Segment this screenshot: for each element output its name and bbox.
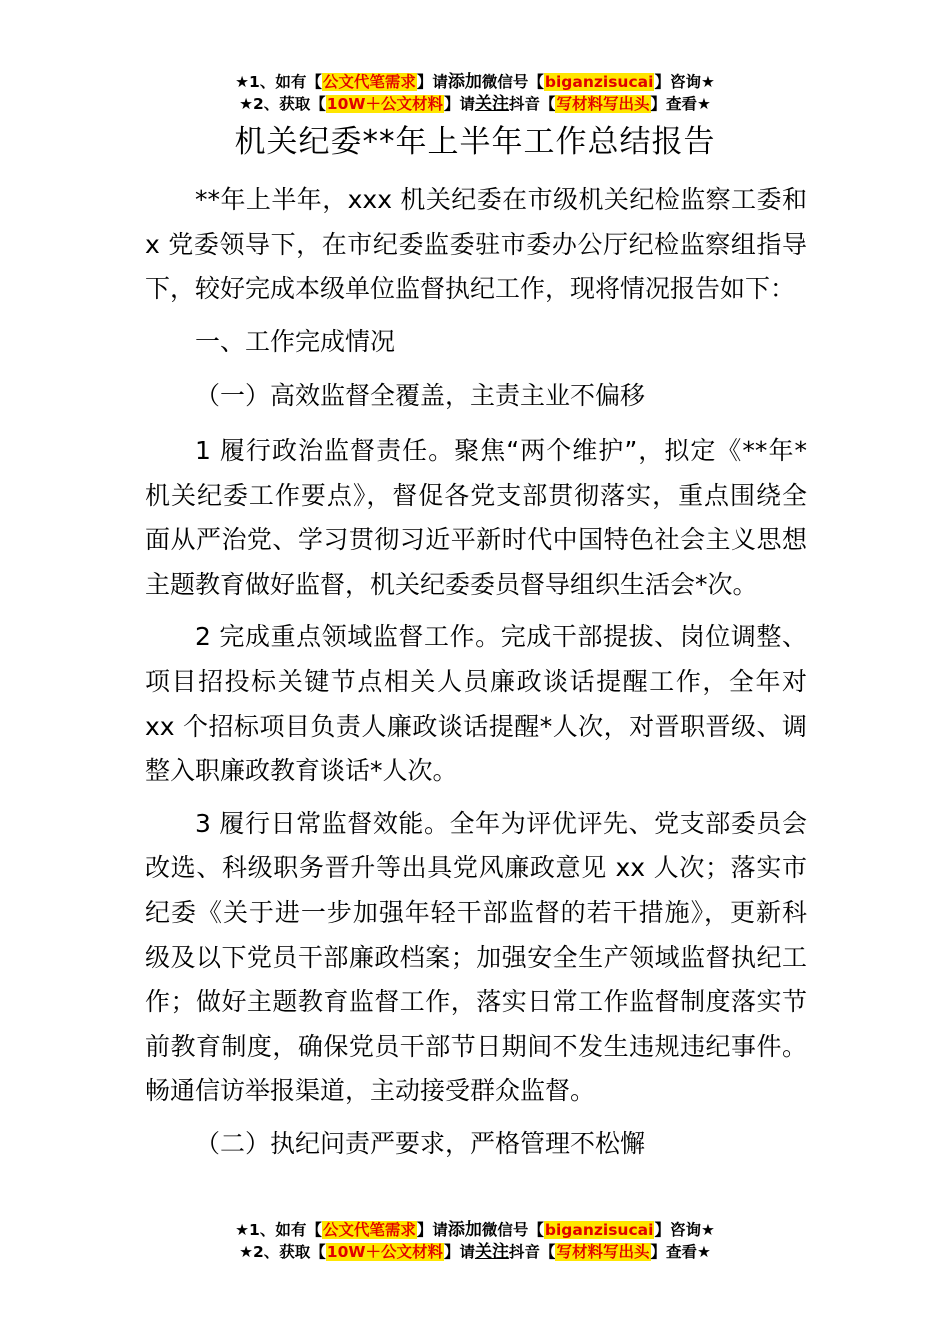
promo-highlight: 10W＋公文材料 xyxy=(326,95,443,113)
subsection-heading: （二）执纪问责严要求，严格管理不松懈 xyxy=(195,1128,646,1158)
promo-line-2 xyxy=(0,1241,950,1263)
document-title: 机关纪委**年上半年工作总结报告 xyxy=(234,124,716,160)
intro-paragraph: **年上半年，xxx 机关纪委在市级机关纪检监察工委和 x 党委领导下，在市纪委监委驻市委办公厅纪检监察组指导下，较好完成本级单位监督执纪工作，现将情况报告如下： xyxy=(145,185,807,304)
promo-text: 】咨询★ xyxy=(654,1221,715,1239)
promo-text: 】请 xyxy=(443,95,475,113)
promo-text: 抖音【 xyxy=(508,1243,556,1261)
promo-line-2 xyxy=(0,93,950,115)
promo-text: ★1、如有【 xyxy=(235,73,322,91)
body-paragraph: 3 履行日常监督效能。全年为评优评先、党支部委员会改选、科级职务晋升等出具党风廉政意见 xx 人次；落实市纪委《关于进一步加强年轻干部监督的若干措施》，更新科级及以下党员干部廉政档案；加强安全生产领域监督执纪工作；做好主题教育监督工作，落实日常工作监督制度落实节前教育制度，确保党员干部节日期间不发生违规违纪事件。畅通信访举报渠道，主动接受群众监督。 xyxy=(145,808,807,1106)
promo-text: ★2、获取【 xyxy=(239,95,326,113)
promo-highlight: 10W＋公文材料 xyxy=(326,1243,443,1261)
promo-text: 抖音【 xyxy=(508,95,556,113)
promo-line-1 xyxy=(0,1219,950,1241)
promo-highlight-douyin: 写材料写出头 xyxy=(556,1243,650,1261)
promo-highlight-wechat-id: biganzisucai xyxy=(544,1221,654,1239)
promo-text: 】请 xyxy=(443,1243,475,1261)
subsection-heading: （一）高效监督全覆盖，主责主业不偏移 xyxy=(195,381,646,411)
body-paragraph: 1 履行政治监督责任。聚焦“两个维护”，拟定《**年*机关纪委工作要点》，督促各党支部贯彻落实，重点围绕全面从严治党、学习贯彻习近平新时代中国特色社会主义思想主题教育做好监督，机关纪委委员督导组织生活会*次。 xyxy=(145,435,807,599)
promo-text: ★2、获取【 xyxy=(239,1243,326,1261)
header-promo-banner xyxy=(0,71,950,115)
promo-emphasis: 添加 xyxy=(447,1220,482,1240)
promo-text: 】查看★ xyxy=(650,95,711,113)
promo-highlight-douyin: 写材料写出头 xyxy=(556,95,650,113)
promo-line-1 xyxy=(0,71,950,93)
footer-promo-banner xyxy=(0,1219,950,1263)
promo-emphasis: 关注 xyxy=(474,94,509,114)
body-paragraph: 2 完成重点领域监督工作。完成干部提拔、岗位调整、项目招投标关键节点相关人员廉政谈话提醒工作，全年对 xx 个招标项目负责人廉政谈话提醒*人次，对晋职晋级、调整入职廉政教育谈话*人次。 xyxy=(145,622,807,786)
promo-emphasis: 添加 xyxy=(447,72,482,92)
promo-text: ★1、如有【 xyxy=(235,1221,322,1239)
promo-highlight-wechat-id: biganzisucai xyxy=(544,73,654,91)
document-body xyxy=(145,178,807,1176)
promo-highlight: 公文代笔需求 xyxy=(322,1221,416,1239)
section-heading: 一、工作完成情况 xyxy=(195,326,396,356)
promo-text: 微信号【 xyxy=(481,73,544,91)
promo-highlight: 公文代笔需求 xyxy=(322,73,416,91)
promo-text: 】请 xyxy=(416,73,448,91)
promo-text: 】咨询★ xyxy=(654,73,715,91)
promo-text: 微信号【 xyxy=(481,1221,544,1239)
promo-text: 】请 xyxy=(416,1221,448,1239)
promo-emphasis: 关注 xyxy=(474,1242,509,1262)
promo-text: 】查看★ xyxy=(650,1243,711,1261)
